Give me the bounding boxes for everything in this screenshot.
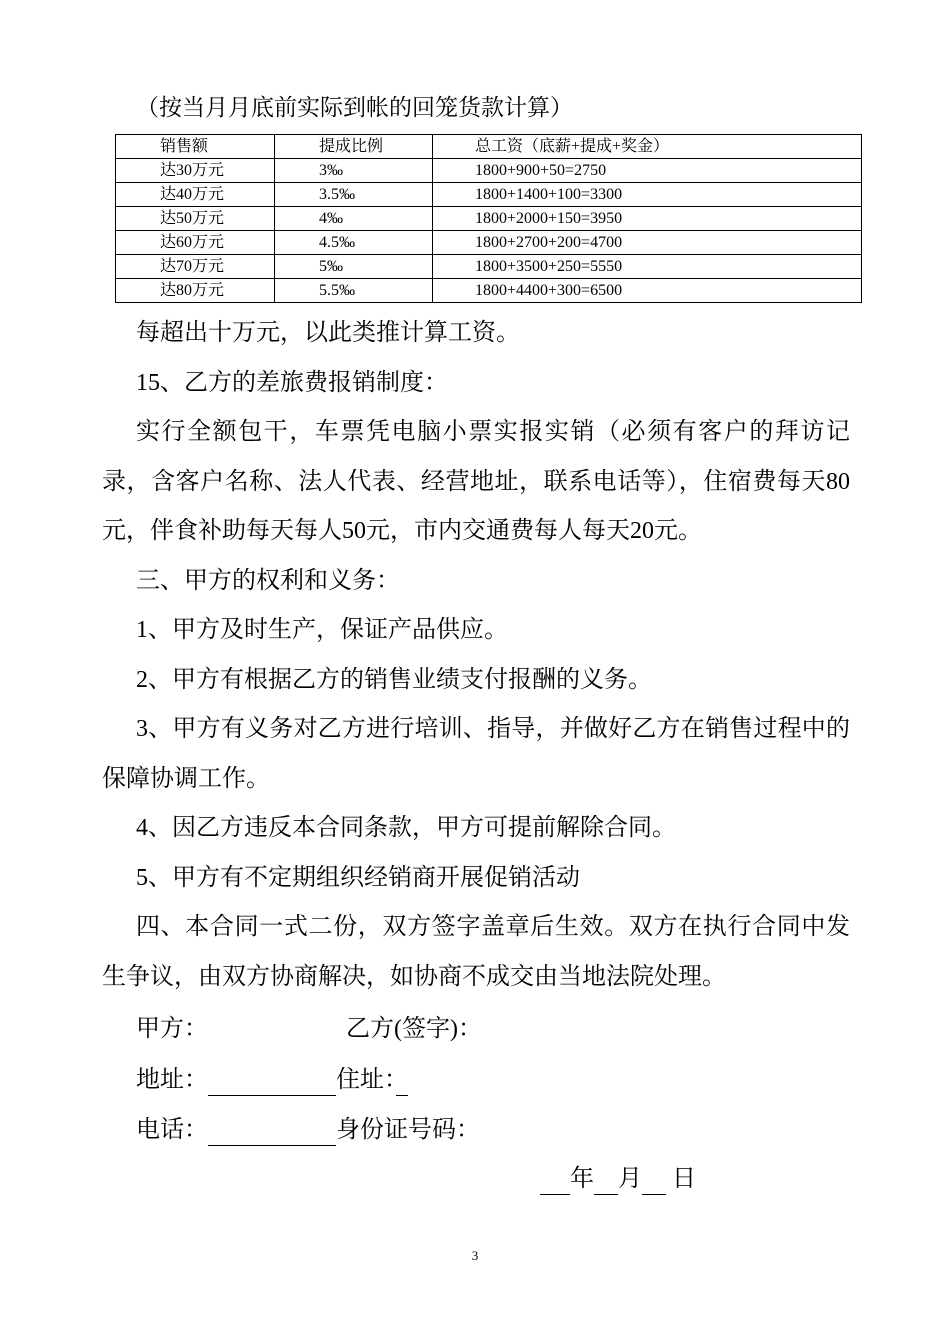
commission-table <box>115 134 862 303</box>
residence-blank[interactable] <box>396 1069 408 1096</box>
cell-total: 1800+1400+100=3300 <box>433 183 862 207</box>
cell-total: 1800+2000+150=3950 <box>433 207 862 231</box>
signature-row-parties <box>136 1013 482 1045</box>
table-row <box>116 279 862 303</box>
cell-rate: 5‰ <box>275 255 433 279</box>
paragraph: 每超出十万元，以此类推计算工资。 <box>136 320 520 346</box>
year-blank[interactable] <box>540 1168 570 1195</box>
cell-rate: 3.5‰ <box>275 183 433 207</box>
cell-total: 1800+4400+300=6500 <box>433 279 862 303</box>
cell-rate: 3‰ <box>275 159 433 183</box>
contract-body <box>102 309 850 1002</box>
cell-rate: 5.5‰ <box>275 279 433 303</box>
phone-blank[interactable] <box>208 1119 336 1146</box>
paragraph: 5、甲方有不定期组织经销商开展促销活动 <box>136 864 580 891</box>
cell-sales: 达30万元 <box>116 159 275 183</box>
party-b-label: 乙方(签字)： <box>346 1016 482 1042</box>
paragraph: 实行全额包干，车票凭电脑小票实报实销（必须有客户的拜访记录，含客户名称、法人代表、经营地址，联系电话等），住宿费每天80元，伴食补助每天每人50元，市内交通费每人每天20元。 <box>102 419 850 544</box>
page-number: 3 <box>471 1248 479 1263</box>
paragraph: 1、甲方及时生产，保证产品供应。 <box>136 617 508 643</box>
paragraph: 3、甲方有义务对乙方进行培训、指导，并做好乙方在销售过程中的保障协调工作。 <box>102 716 850 792</box>
address-blank[interactable] <box>208 1069 336 1096</box>
cell-sales: 达60万元 <box>116 231 275 255</box>
signing-date <box>540 1163 696 1195</box>
table-caption: （按当月月底前实际到帐的回笼货款计算） <box>136 95 573 121</box>
month-label: 月 <box>618 1166 642 1192</box>
id-number-label: 身份证号码： <box>336 1117 480 1143</box>
cell-rate: 4‰ <box>275 207 433 231</box>
paragraph: 四、本合同一式二份，双方签字盖章后生效。双方在执行合同中发生争议，由双方协商解决，如协商不成交由当地法院处理。 <box>102 914 850 990</box>
paragraph: 三、甲方的权利和义务： <box>136 567 400 594</box>
phone-label: 电话： <box>136 1117 208 1143</box>
cell-sales: 达40万元 <box>116 183 275 207</box>
cell-sales: 达80万元 <box>116 279 275 303</box>
paragraph: 2、甲方有根据乙方的销售业绩支付报酬的义务。 <box>136 666 652 693</box>
table-row <box>116 255 862 279</box>
cell-total: 1800+3500+250=5550 <box>433 255 862 279</box>
table-row <box>116 183 862 207</box>
paragraph: 4、因乙方违反本合同条款，甲方可提前解除合同。 <box>136 815 676 841</box>
signature-row-address <box>136 1064 408 1096</box>
header-rate: 提成比例 <box>275 135 433 159</box>
header-total-salary: 总工资（底薪+提成+奖金） <box>433 135 862 159</box>
cell-total: 1800+2700+200=4700 <box>433 231 862 255</box>
table-header-row <box>116 135 862 159</box>
signature-row-phone <box>136 1114 480 1146</box>
address-label: 地址： <box>136 1067 208 1093</box>
table-row <box>116 207 862 231</box>
month-blank[interactable] <box>594 1168 618 1195</box>
residence-label: 住址： <box>336 1067 408 1093</box>
cell-rate: 4.5‰ <box>275 231 433 255</box>
day-blank[interactable] <box>642 1168 666 1195</box>
table-row <box>116 159 862 183</box>
header-sales: 销售额 <box>116 135 275 159</box>
cell-sales: 达70万元 <box>116 255 275 279</box>
day-label: 日 <box>672 1166 696 1192</box>
party-a-label: 甲方： <box>136 1016 208 1042</box>
paragraph: 15、乙方的差旅费报销制度： <box>136 369 448 396</box>
year-label: 年 <box>570 1166 594 1192</box>
cell-sales: 达50万元 <box>116 207 275 231</box>
table-row <box>116 231 862 255</box>
cell-total: 1800+900+50=2750 <box>433 159 862 183</box>
